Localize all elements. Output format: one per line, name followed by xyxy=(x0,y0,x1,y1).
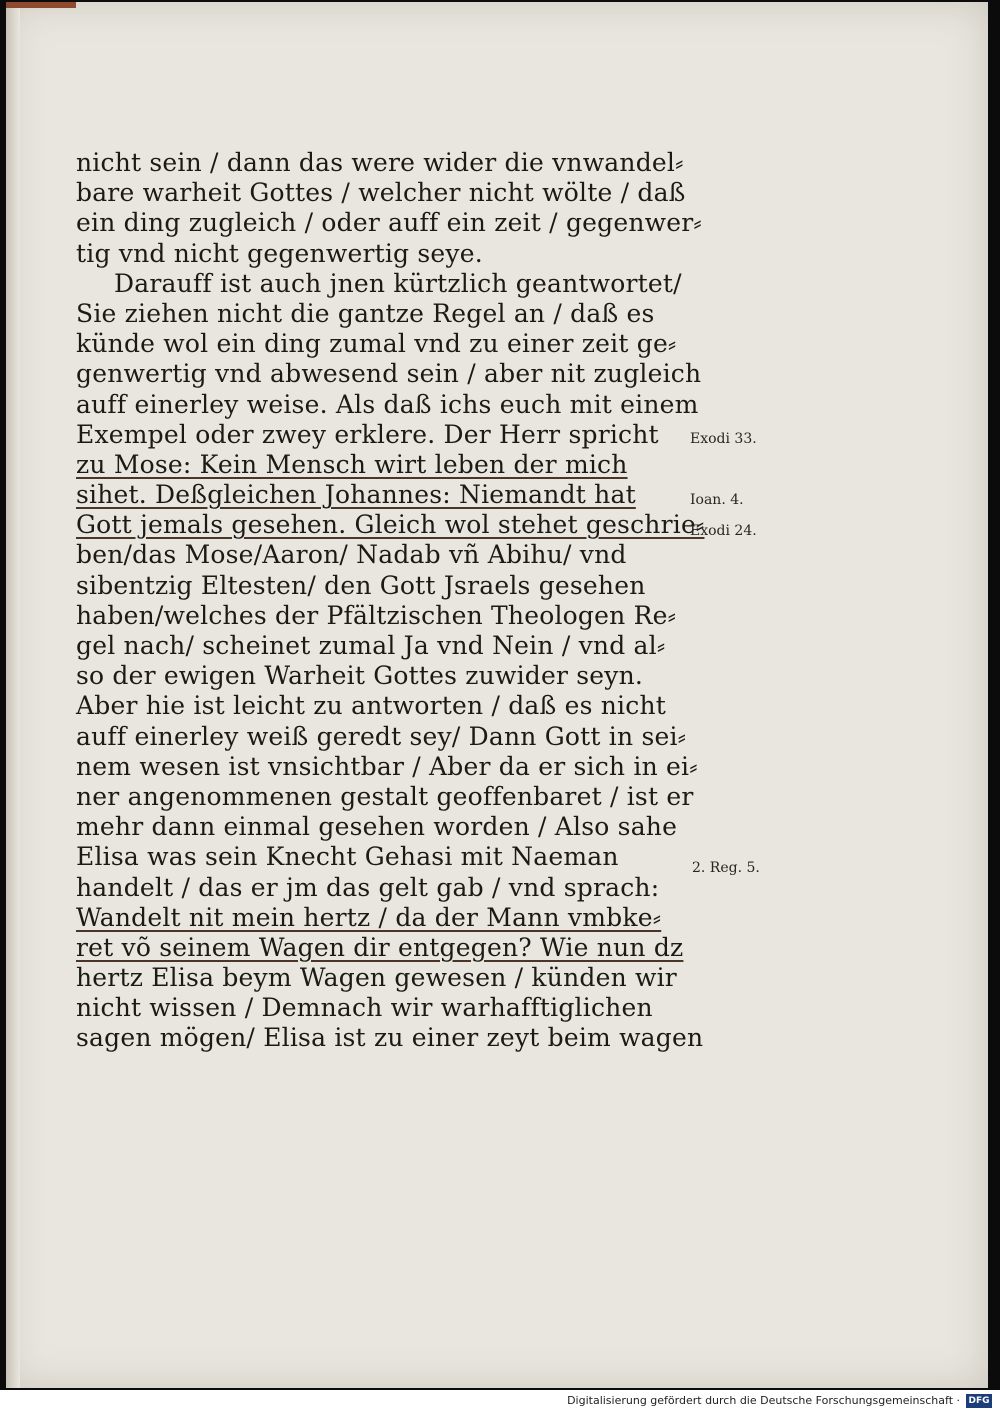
text-line: künde wol ein ding zumal vnd zu einer zeit ge⸗ xyxy=(76,329,677,359)
text-line: hertz Elisa beym Wagen gewesen / künden wir xyxy=(76,963,677,993)
text-line: Darauff ist auch jnen kürtzlich geantwortet/ xyxy=(114,268,682,298)
text-line: Elisa was sein Knecht Gehasi mit Naeman xyxy=(76,842,619,872)
text-line: sibentzig Eltesten/ den Gott Jsraels gesehen xyxy=(76,570,646,600)
text-line: Exempel oder zwey erklere. Der Herr spricht xyxy=(76,419,659,449)
text-line: ein ding zugleich / oder auff ein zeit / gegenwer⸗ xyxy=(76,208,702,238)
text-line: auff einerley weiß geredt sey/ Dann Gott in sei⸗ xyxy=(76,721,687,751)
text-line: haben/welches der Pfältzischen Theologen Re⸗ xyxy=(76,600,677,630)
text-line: Aber hie ist leicht zu antworten / daß es nicht xyxy=(76,691,666,721)
text-line: bare warheit Gottes / welcher nicht wölte / daß xyxy=(76,178,686,208)
footer-bar xyxy=(0,1390,1000,1413)
margin-note: 2. Reg. 5. xyxy=(692,860,760,876)
text-line-underlined: zu Mose: Kein Mensch wirt leben der mich xyxy=(76,449,628,479)
binding-mark xyxy=(6,2,76,8)
text-line: Sie ziehen nicht die gantze Regel an / daß es xyxy=(76,298,655,328)
text-line: sagen mögen/ Elisa ist zu einer zeyt beim wagen xyxy=(76,1023,704,1053)
text-line-underlined: ret võ seinem Wagen dir entgegen? Wie nun dz xyxy=(76,932,684,962)
text-line: handelt / das er jm das gelt gab / vnd sprach: xyxy=(76,872,660,902)
text-line: so der ewigen Warheit Gottes zuwider seyn. xyxy=(76,661,644,691)
text-line: ner angenommenen gestalt geoffenbaret / ist er xyxy=(76,781,694,811)
text-line: mehr dann einmal gesehen worden / Also sahe xyxy=(76,812,678,842)
page-edge-shadow xyxy=(6,2,20,1388)
text-line: gel nach/ scheinet zumal Ja vnd Nein / vnd al⸗ xyxy=(76,631,666,660)
text-line: nicht wissen / Demnach wir warhafftiglichen xyxy=(76,993,653,1023)
dfg-logo: DFG xyxy=(966,1394,992,1408)
text-line-underlined: Wandelt nit mein hertz / da der Mann vmbke⸗ xyxy=(76,902,662,932)
text-line: genwertig vnd abwesend sein / aber nit zugleich xyxy=(76,359,702,389)
text-line: nem wesen ist vnsichtbar / Aber da er sich in ei⸗ xyxy=(76,751,698,781)
text-line-underlined: Gott jemals gesehen. Gleich wol stehet geschrie⸗ xyxy=(76,510,705,540)
text-block xyxy=(76,148,705,1054)
text-line: tig vnd nicht gegenwertig seye. xyxy=(76,238,483,268)
margin-note: Exodi 24. xyxy=(690,523,757,539)
text-line: nicht sein / dann das were wider die vnwandel⸗ xyxy=(76,148,684,177)
text-line-underlined: sihet. Deßgleichen Johannes: Niemandt hat xyxy=(76,480,636,510)
margin-note: Ioan. 4. xyxy=(690,492,744,508)
text-line: ben/das Mose/Aaron/ Nadab vñ Abihu/ vnd xyxy=(76,540,627,570)
margin-note: Exodi 33. xyxy=(690,431,757,447)
text-line: auff einerley weise. Als daß ichs euch mit einem xyxy=(76,389,699,419)
funding-credit: Digitalisierung gefördert durch die Deutsche Forschungsgemeinschaft · xyxy=(567,1394,960,1407)
book-page xyxy=(6,2,988,1388)
